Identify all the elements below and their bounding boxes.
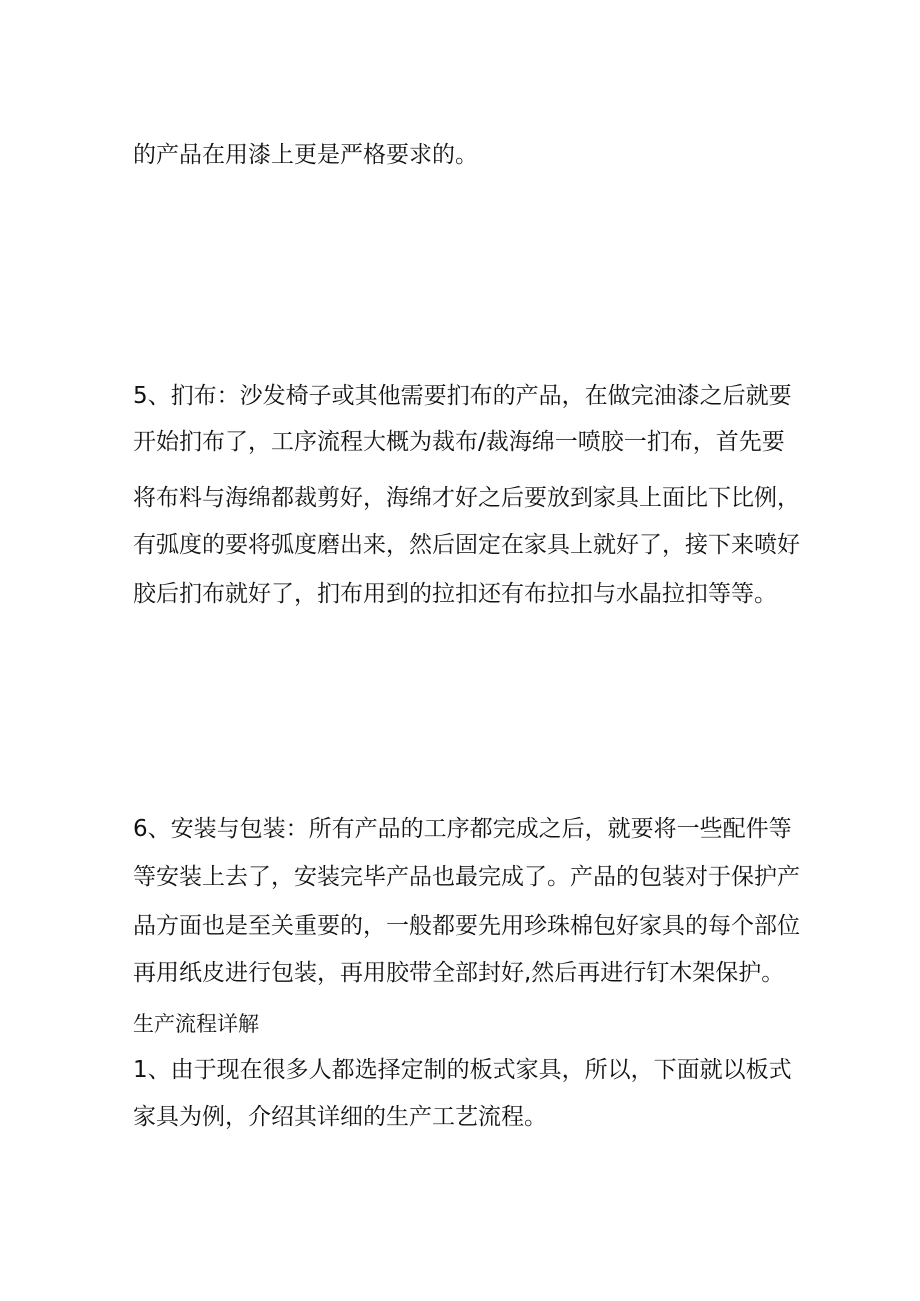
paragraph-5-line-3: 将布料与海绵都裁剪好，海绵才好之后要放到家具上面比下比例， <box>133 485 800 511</box>
paragraph-6-line-2: 等安装上去了，安装完毕产品也最完成了。产品的包装对于保护产 <box>133 864 800 890</box>
paragraph-5-line-4: 有弧度的要将弧度磨出来，然后固定在家具上就好了，接下来喷好 <box>133 532 800 558</box>
paragraph-5-line-1: 5、扪布：沙发椅子或其他需要扪布的产品，在做完油漆之后就要 <box>133 383 792 409</box>
paragraph-6-line-1: 6、安装与包装：所有产品的工序都完成之后，就要将一些配件等 <box>133 816 792 842</box>
paragraph-6-line-3: 品方面也是至关重要的，一般都要先用珍珠棉包好家具的每个部位 <box>133 913 800 939</box>
paragraph-1-line-2: 家具为例，介绍其详细的生产工艺流程。 <box>133 1104 547 1130</box>
paragraph-5-line-2: 开始扪布了，工序流程大概为裁布/裁海绵一喷胶一扪布，首先要 <box>133 429 785 455</box>
section-heading: 生产流程详解 <box>133 1012 259 1036</box>
paragraph-6-line-4: 再用纸皮进行包装，再用胶带全部封好,然后再进行钉木架保护。 <box>133 960 785 986</box>
paragraph-intro-line: 的产品在用漆上更是严格要求的。 <box>133 142 478 168</box>
paragraph-5-line-5: 胶后扪布就好了，扪布用到的拉扣还有布拉扣与水晶拉扣等等。 <box>133 581 777 607</box>
paragraph-1-line-1: 1、由于现在很多人都选择定制的板式家具，所以，下面就以板式 <box>133 1057 792 1083</box>
